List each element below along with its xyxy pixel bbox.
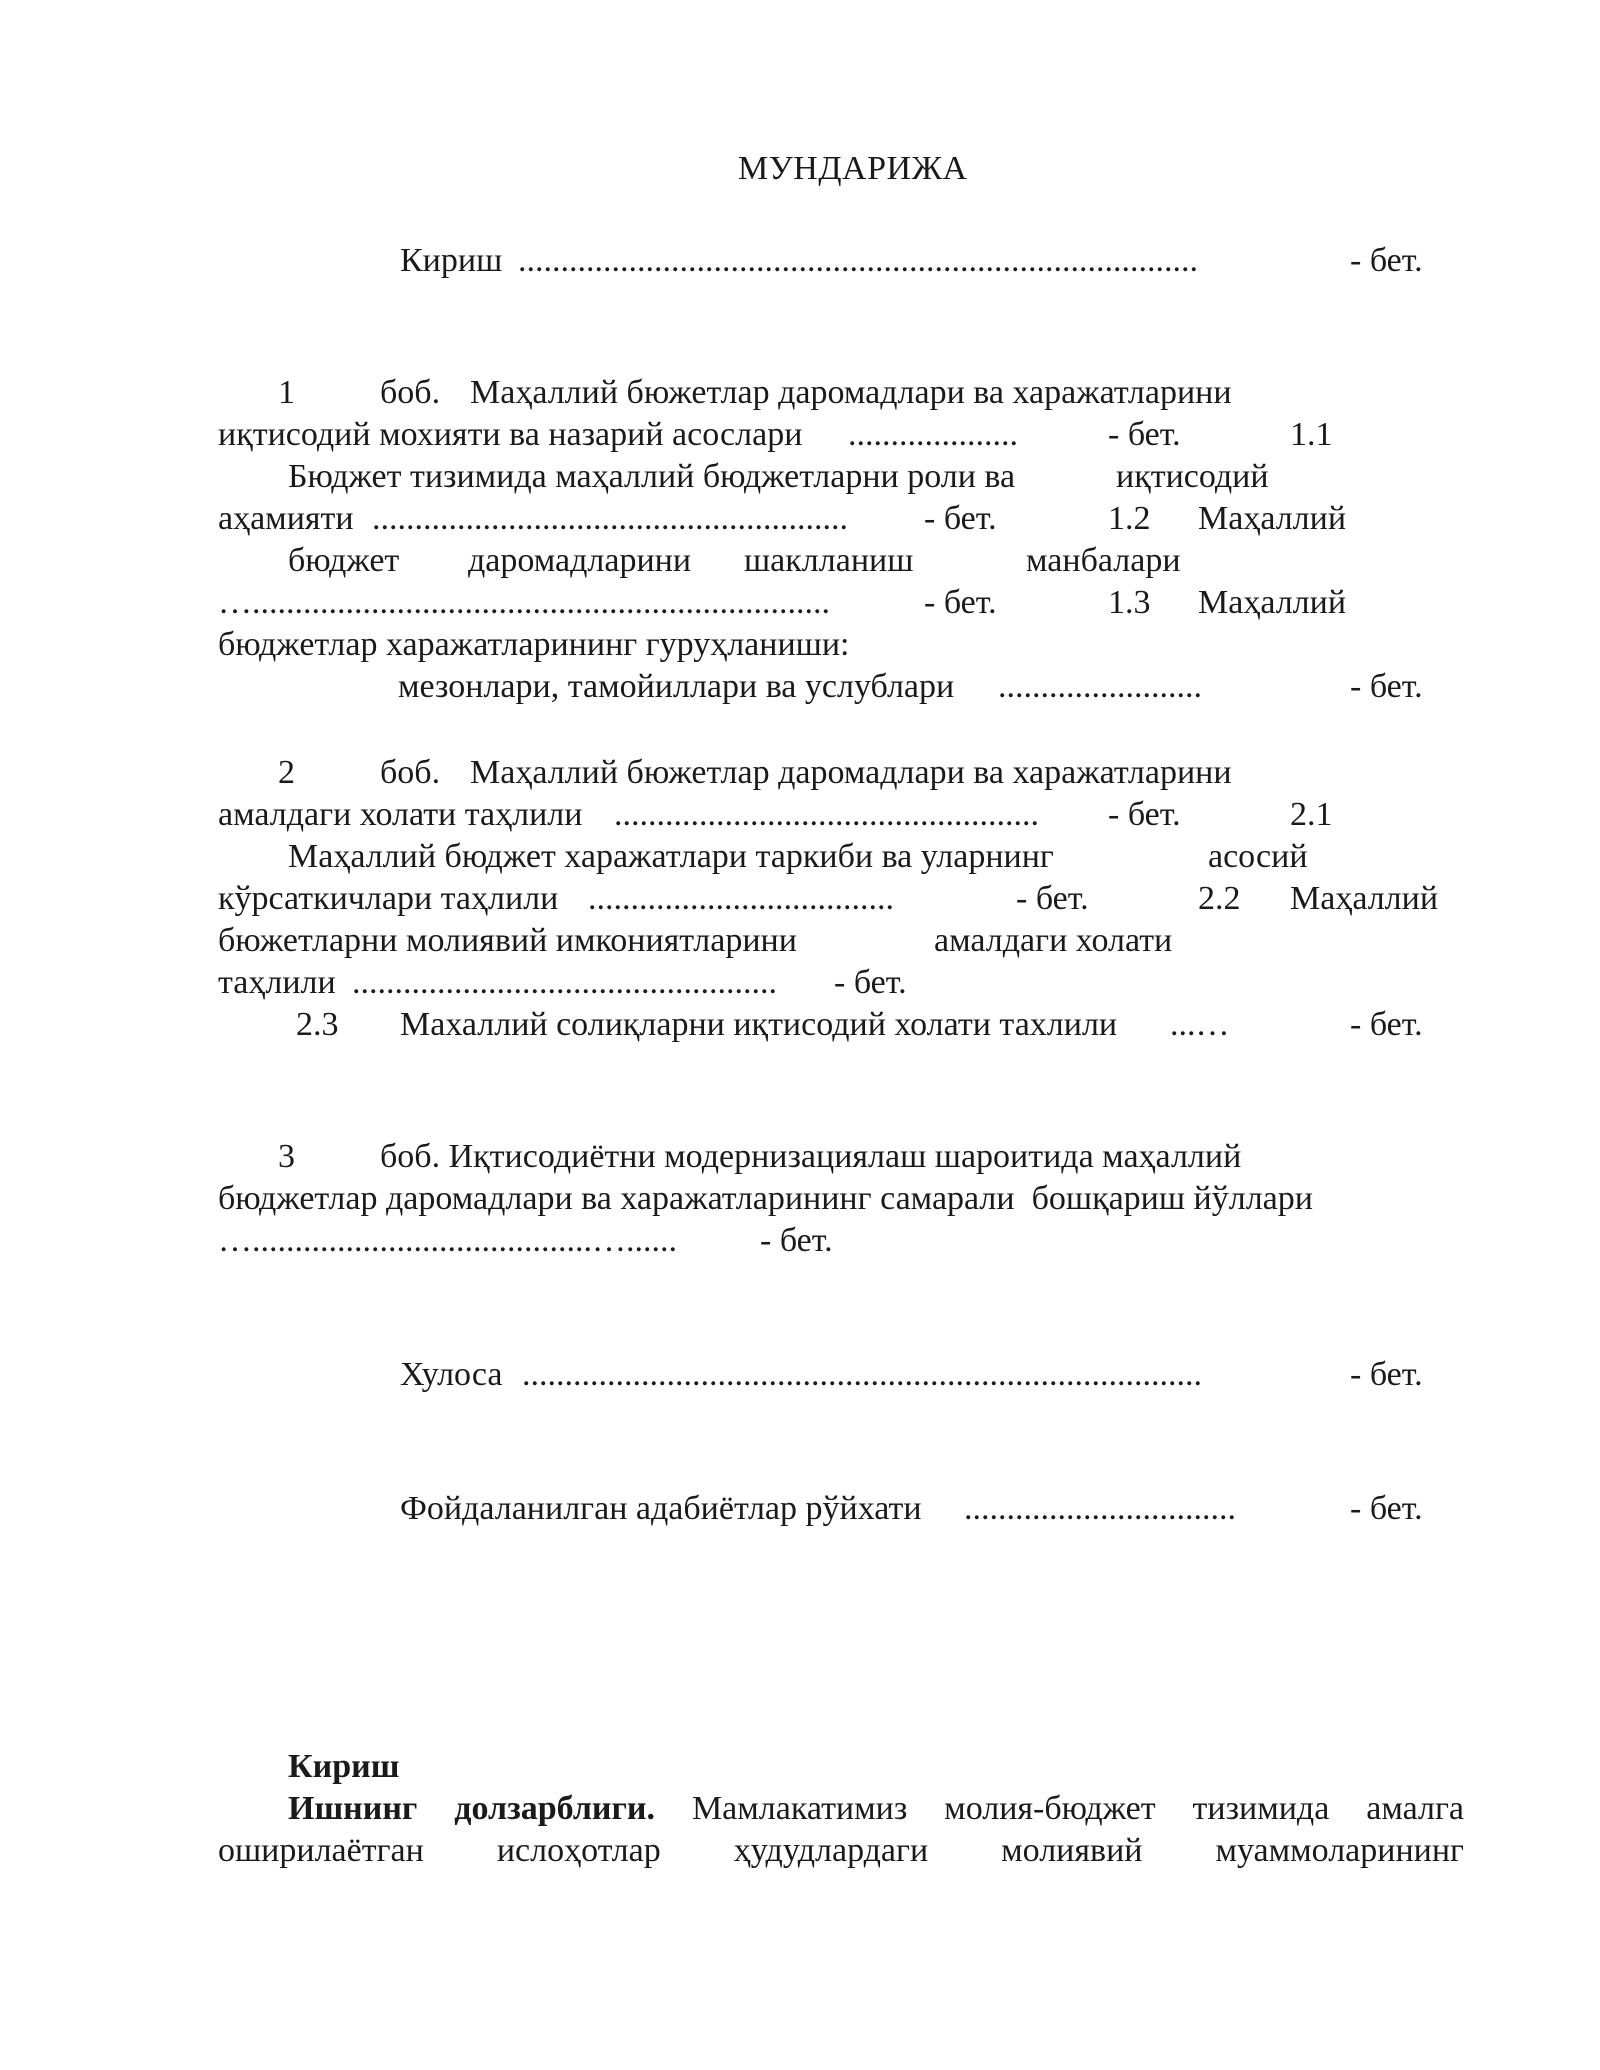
page-title: МУНДАРИЖА bbox=[738, 150, 968, 187]
toc-s12-word3: шаклланиш bbox=[744, 542, 914, 579]
toc-s21-number: 2.1 bbox=[1290, 796, 1333, 833]
toc-s11-line2: аҳамияти bbox=[218, 500, 354, 537]
toc-s21-page: - бет. bbox=[1016, 880, 1089, 917]
toc-conclusion-dots: ................................................................................ bbox=[522, 1356, 1202, 1393]
toc-s11-dots: ........................................................ bbox=[372, 500, 848, 537]
toc-s11-page: - бет. bbox=[924, 500, 997, 537]
toc-s13-line3: мезонлари, тамойиллари ва услублари bbox=[398, 668, 955, 705]
toc-s11-line1b: иқтисодий bbox=[1116, 458, 1269, 495]
toc-conclusion-label: Хулоса bbox=[400, 1356, 503, 1393]
toc-s23-text: Махаллий солиқларни иқтисодий холати тахлили bbox=[400, 1006, 1118, 1043]
toc-ch2-dots: .................................................. bbox=[614, 796, 1039, 833]
toc-ch1-label: боб. bbox=[380, 374, 441, 411]
toc-ch1-number: 1 bbox=[278, 374, 295, 411]
toc-s21-line2: кўрсаткичлари таҳлили bbox=[218, 880, 559, 917]
toc-s12-page: - бет. bbox=[924, 584, 997, 621]
toc-s12-line1: Маҳаллий bbox=[1198, 500, 1347, 537]
toc-intro-page: - бет. bbox=[1350, 242, 1423, 279]
toc-s12-word4: манбалари bbox=[1026, 542, 1181, 579]
toc-s23-dots: ...… bbox=[1170, 1006, 1230, 1043]
toc-ch2-number: 2 bbox=[278, 754, 295, 791]
toc-s13-page: - бет. bbox=[1350, 668, 1423, 705]
toc-references-page: - бет. bbox=[1350, 1490, 1423, 1527]
toc-s22-dots: .................................................. bbox=[352, 964, 777, 1001]
toc-s13-number: 1.3 bbox=[1108, 584, 1151, 621]
toc-s12-dots: ….................................................................... bbox=[218, 584, 830, 621]
toc-s22-line2a: бюжетларни молиявий имкониятларини bbox=[218, 922, 797, 959]
toc-ch1-dots: .................... bbox=[848, 416, 1018, 453]
toc-ch3-page: - бет. bbox=[760, 1222, 833, 1259]
intro-paragraph-line1 bbox=[288, 1788, 1464, 1830]
toc-ch3-title-line2: бюджетлар даромадлари ва харажатларининг самарали бошқариш йўллари bbox=[218, 1180, 1313, 1217]
toc-ch3-title-line1: боб. Иқтисодиётни модернизациялаш шароитида маҳаллий bbox=[380, 1138, 1242, 1175]
toc-ch1-title-line1: Маҳаллий бюжетлар даромадлари ва харажатларини bbox=[470, 374, 1232, 411]
toc-ch2-page: - бет. bbox=[1108, 796, 1181, 833]
toc-s13-line1: Маҳаллий bbox=[1198, 584, 1347, 621]
intro-heading: Кириш bbox=[288, 1748, 400, 1785]
toc-s11-number: 1.1 bbox=[1290, 416, 1333, 453]
toc-s22-page: - бет. bbox=[834, 964, 907, 1001]
toc-s22-line2b: амалдаги холати bbox=[934, 922, 1173, 959]
toc-s22-number: 2.2 bbox=[1198, 880, 1241, 917]
toc-conclusion-page: - бет. bbox=[1350, 1356, 1423, 1393]
toc-intro-label: Кириш bbox=[400, 242, 503, 279]
toc-ch2-title-line2: амалдаги холати таҳлили bbox=[218, 796, 583, 833]
toc-s13-dots: ........................ bbox=[998, 668, 1202, 705]
toc-s11-line1: Бюджет тизимида маҳаллий бюджетларни роли ва bbox=[288, 458, 1016, 495]
toc-ch2-label: боб. bbox=[380, 754, 441, 791]
toc-s21-line1b: асосий bbox=[1208, 838, 1308, 875]
toc-s12-word1: бюджет bbox=[288, 542, 400, 579]
toc-ch3-dots: …........................................…...... bbox=[218, 1222, 677, 1259]
toc-s22-line3: таҳлили bbox=[218, 964, 336, 1001]
toc-ch3-number: 3 bbox=[278, 1138, 295, 1175]
relevance-text: Мамлакатимиз молия-бюджет тизимида амалга bbox=[691, 1790, 1465, 1827]
intro-paragraph-line2: оширилаётган ислоҳотлар ҳудудлардаги молиявий муаммоларининг bbox=[218, 1832, 1464, 1869]
toc-s12-word2: даромадларини bbox=[468, 542, 692, 579]
toc-references-label: Фойдаланилган адабиётлар рўйхати bbox=[400, 1490, 922, 1527]
toc-s23-number: 2.3 bbox=[296, 1006, 339, 1043]
toc-s23-page: - бет. bbox=[1350, 1006, 1423, 1043]
toc-ch1-title-line2: иқтисодий мохияти ва назарий асослари bbox=[218, 416, 803, 453]
relevance-label: Ишнинг долзарблиги. bbox=[288, 1790, 656, 1827]
toc-s13-line2: бюджетлар харажатларининг гуруҳланиши: bbox=[218, 626, 850, 663]
toc-ch2-title-line1: Маҳаллий бюжетлар даромадлари ва харажатларини bbox=[470, 754, 1232, 791]
toc-ch1-page: - бет. bbox=[1108, 416, 1181, 453]
toc-s21-dots: .................................... bbox=[588, 880, 894, 917]
toc-intro-dots: ................................................................................ bbox=[518, 242, 1198, 279]
toc-s22-line1: Маҳаллий bbox=[1290, 880, 1439, 917]
toc-s12-number: 1.2 bbox=[1108, 500, 1151, 537]
toc-s21-line1: Маҳаллий бюджет харажатлари таркиби ва уларнинг bbox=[288, 838, 1054, 875]
toc-references-dots: ................................ bbox=[964, 1490, 1236, 1527]
